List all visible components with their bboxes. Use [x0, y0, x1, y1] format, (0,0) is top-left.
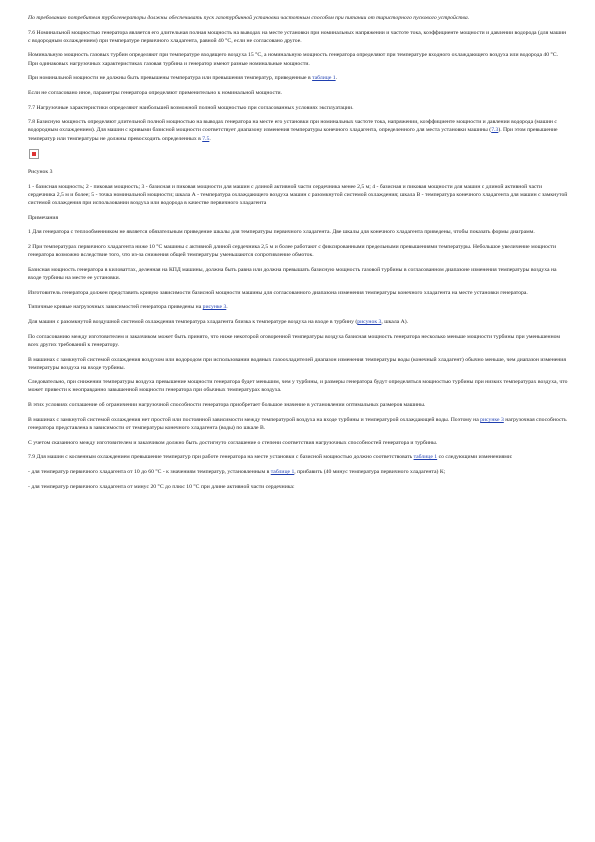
section-7-7-paragraph: 7.7 Нагрузочные характеристики определяют наибольшей возможной полной мощностью при согласованных условиях эксплуатации.: [28, 104, 354, 111]
note-2: 2 При температурах первичного хладагента ниже 10 °С машины с активной длиной сердечника 2,5 м и более работают с фиксированными предельными превышениями температуры. Небольшое увеличение мощности генератора возможно вследствие того, что из-за снижения общей температуры уменьшаются сопротивление обмоток.: [28, 244, 557, 259]
list-item-2: - для температур первичного хладагента от минус 20 °С до плюс 10 °С при длине активной части сердечника:: [28, 483, 295, 490]
section-7-8-text-2: ). При этом превышение температур или температуры не должны превосходить определенных в: [28, 127, 558, 142]
section-7-8-text: 7.8 Базисную мощность определяют длительной полной мощностью на выводах генератора на месте его установки при номинальных частоте тока, напряжении, коэффициенте мощности и давлении водорода (машин с водородным охлаждением). Для машин с кривыми базисной мощности соответствует диапазону изменения температуры конечного хладагента, определенного для места установки машины (: [28, 119, 557, 134]
list-item-1: [28, 468, 568, 476]
document-body: [28, 14, 568, 497]
agreement-paragraph: По согласованию между изготовителем и заказчиком может быть принято, что ниже некоторой оговоренной температуры воздуха базисная мощность генератора несколько меньше мощности турбины при уменьшенном всех других требований к генератору.: [28, 333, 560, 348]
typical-curves-end: .: [226, 304, 228, 311]
figure-legend: 1 - базисная мощность; 2 - пиковая мощность; 3 - базисная и пиковая мощности для машин с длиной активной части сердечника менее 2,5 м; 4 - базисная и пиковая мощности для машин с длиной активной части сердечника 2,5 м и более; 5 - точка номинальной мощности; шкала А - температура охлаждающего воздуха машин с разомкнутой системой охлаждения; шкала В - температура конечного хладагента для машин с замкнутой системой охлаждения при использовании воздуха или водорода в качестве первичного хладагента: [28, 183, 568, 207]
consequently-paragraph: Следовательно, при снижении температуры воздуха превышение мощности генератора будет меньшим, чем у турбины, и размеры генератора будут определяться мощностью турбины при низких температурах воздуха, что может привести к неоправданно завышенной мощности генератора при обычных температурах воздуха.: [28, 379, 568, 394]
figure-3-link-2[interactable]: рисунок 3: [357, 319, 382, 326]
nominal-power-paragraph: [28, 74, 568, 82]
clause-7-3-link[interactable]: 7.3: [491, 127, 499, 134]
table-1-link-2[interactable]: таблице 1: [413, 454, 438, 461]
nominal-power-text: При номинальной мощности не должны быть превышены температура или превышения температур, приведенные в: [28, 75, 313, 82]
table-1-link-3[interactable]: таблице 1: [270, 468, 295, 475]
section-7-6-paragraph: 7.6 Номинальной мощностью генератора является его длительная полная мощность на выводах на месте установки при номинальных напряжении и частоте тока, коэффициенте мощности и давлении водорода (для машин с водородным охлаждением) при температуре первичного хладагента, равной 40 °С, если не согласовано другое.: [28, 29, 567, 44]
note-1: 1 Для генератора с теплообменником не является обязательным приведение шкалы для температуры первичного хладагента. Две шкалы для конечного хладагента приведены, чтобы показать формы диаграмм.: [28, 229, 535, 236]
broken-image-icon: [29, 149, 39, 159]
notes-heading: Примечания: [28, 214, 59, 221]
basis-power-paragraph: Базисная мощность генератора в киловаттах, деленная на КПД машины, должна быть равна или должна превышать базисную мощность газовой турбины в согласованном диапазоне изменения температуры воздуха на входе турбины на месте ее установки.: [28, 266, 557, 281]
closed-air-paragraph: В машинах с замкнутой системой охлаждения воздухом или водородом при использовании водяных газоохладителей диапазон изменения температуры воды (конечный хладагент) обычно меньше, чем диапазон изменения температуры воздуха на входе турбины.: [28, 356, 566, 371]
nominal-power-end: .: [335, 75, 338, 82]
section-7-9-end: со следующими изменениями:: [437, 454, 513, 461]
figure-3-link-3[interactable]: рисунке 3: [480, 416, 504, 423]
typical-curves-paragraph: [28, 303, 568, 311]
open-cooling-paragraph: [28, 318, 568, 326]
section-7-8-end: .: [209, 135, 211, 142]
open-cooling-end: , шкала А).: [381, 319, 409, 326]
conditions-paragraph: В этих условиях соглашение об ограничении нагрузочной способности генератора приобретает большое значение в установлении оптимальных размеров машины.: [28, 402, 426, 409]
section-7-9-paragraph: [28, 453, 568, 461]
list-item-1-text: - для температур первичного хладагента от 10 до 60 °С - к значениям температур, установленным в: [28, 468, 271, 475]
unless-agreed-paragraph: Если не согласовано иное, параметры генератора определяют применительно к номинальной мощности.: [28, 89, 282, 96]
open-cooling-text: Для машин с разомкнутой воздушной системой охлаждения температура хладагента близка к температуре воздуха на входе в турбину (: [28, 319, 358, 326]
typical-curves-text: Типичные кривые нагрузочных зависимостей генератора приведены на: [28, 304, 203, 311]
closed-system-paragraph: [28, 416, 568, 432]
closed-system-end: нагрузочная способность генератора представлена в зависимости от температуры конечного хладагента (воды) по шкале В.: [28, 416, 567, 431]
closed-system-text: В машинах с замкнутой системой охлаждения нет простой или постоянной зависимости между температурой воздуха на входе турбины и температурой охлаждающей воды. Поэтому на: [28, 416, 481, 423]
figure-3-link[interactable]: рисунке 3: [202, 304, 227, 311]
section-7-8-paragraph: [28, 118, 568, 142]
table-1-link[interactable]: таблице 1: [312, 75, 336, 82]
clause-7-5-link[interactable]: 7.5: [202, 135, 210, 142]
intro-paragraph: По требованию потребителя турбогенераторы должны обеспечивать пуск газотурбинной установки частотным способом при питании от тиристорного пускового устройства.: [28, 15, 470, 21]
section-7-9-text: 7.9 Для машин с косвенным охлаждением превышение температур при работе генератора на месте установки с базисной мощностью должно соответствовать: [28, 454, 414, 461]
with-regard-paragraph: С учетом сказанного между изготовителем и заказчиком должно быть достигнуто соглашение о степени соответствия нагрузочных способностей генератора и турбины.: [28, 439, 438, 446]
figure-caption: Рисунок 3: [28, 169, 53, 176]
list-item-1-end: , прибавить (40 минус температура первичного хладагента) К;: [294, 468, 446, 475]
manufacturer-curve-paragraph: Изготовитель генератора должен представить кривую зависимости базисной мощности машины для согласованного диапазона изменения температуры конечного хладагента на месте установки генератора.: [28, 289, 528, 296]
nominal-gas-turbine-paragraph: Номинальную мощность газовых турбин определяют при температуре входящего воздуха 15 °С, а номинальную мощность генератора определяют при температуре входного охлаждающего воздуха или водорода 40 °С. При одинаковых нагрузочных характеристиках газовая турбина и генератор имеют разные номинальные мощности.: [28, 52, 559, 67]
